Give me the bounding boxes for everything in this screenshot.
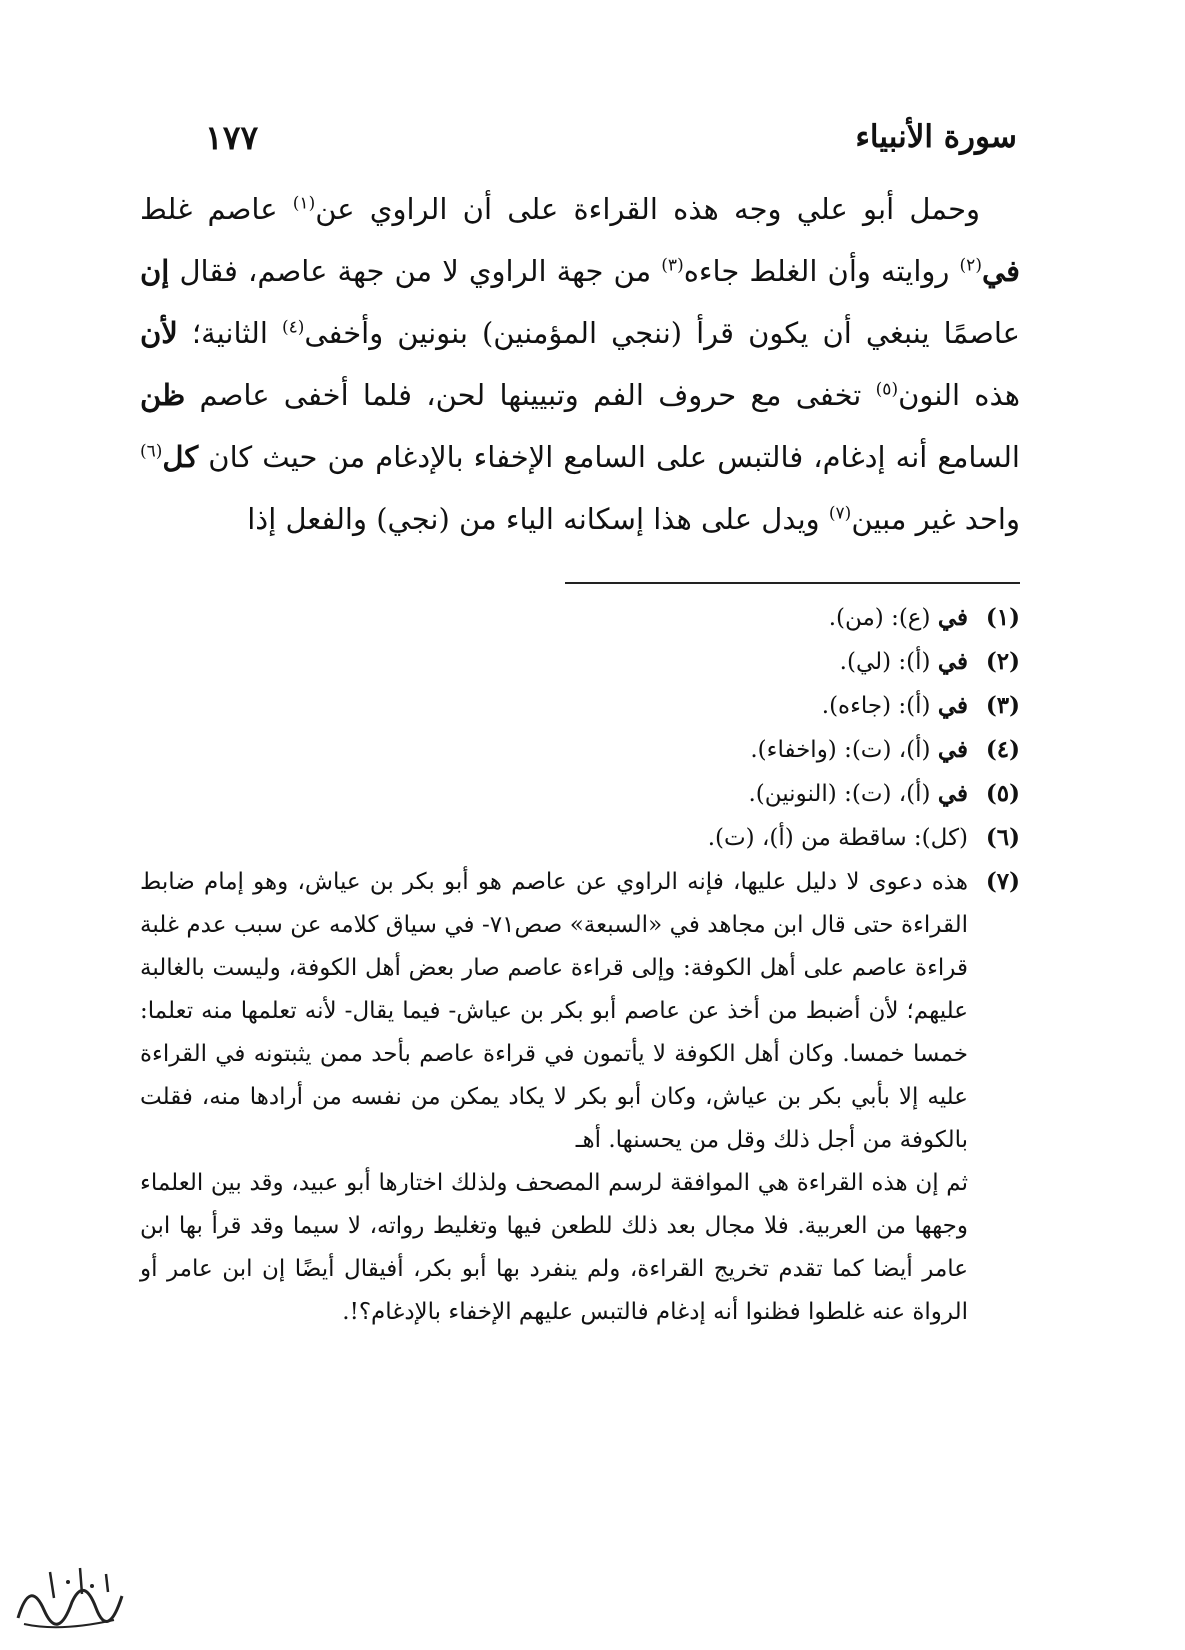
calligraphy-logo xyxy=(10,1558,130,1636)
footnote-body: (ع): (من). xyxy=(828,605,938,631)
footnote-divider xyxy=(565,582,1020,584)
footnote-1 xyxy=(140,596,1020,640)
text-run: تخفى مع حروف الفم وتبيينها لحن، فلما أخفى عاصم xyxy=(185,378,876,412)
text-run: الثانية؛ xyxy=(177,316,282,350)
footnote-body: (أ): (لي). xyxy=(839,649,938,675)
main-paragraph xyxy=(140,178,1020,550)
footnote-number: (٢) xyxy=(985,648,1020,675)
footnote-text xyxy=(140,816,968,860)
footnote-keyword: في xyxy=(937,780,968,807)
text-run-bold: في xyxy=(981,254,1020,288)
footnote-text xyxy=(140,640,968,684)
footnote-6 xyxy=(140,816,1020,860)
footnote-number: (٦) xyxy=(985,824,1020,851)
footnote-keyword: في xyxy=(937,736,968,763)
footnote-marker: (٧) xyxy=(828,503,852,524)
text-run: وحمل أبو علي وجه هذه القراءة على أن الراوي عن xyxy=(315,192,980,226)
text-run-bold: ظن xyxy=(140,378,186,412)
footnote-number: (٧) xyxy=(985,868,1020,895)
footnote-marker: (٥) xyxy=(875,379,899,400)
text-run: روايته وأن الغلط جاءه xyxy=(683,254,960,288)
main-text xyxy=(140,178,1020,550)
footnote-keyword: في xyxy=(937,604,968,631)
footnote-4 xyxy=(140,728,1020,772)
footnote-number: (٥) xyxy=(985,780,1020,807)
logo-graphic xyxy=(10,1558,130,1636)
footnote-continuation: ثم إن هذه القراءة هي الموافقة لرسم المصحف ولذلك اختارها أبو عبيد، وقد بين العلماء وجهها من العربية. فلا مجال بعد ذلك للطعن فيها وتغليط رواته، لا سيما وقد قرأ بها ابن عامر أيضا كما تقدم تخريج القراءة، ولم ينفرد بها أبو بكر، أفيقال أيضًا إن ابن عامر أو الرواة عنه غلطوا فظنوا أنه إدغام فالتبس عليهم الإخفاء بالإدغام؟!. xyxy=(140,1170,968,1325)
footnote-2 xyxy=(140,640,1020,684)
text-run: هذه النون xyxy=(898,378,1020,412)
footnotes xyxy=(140,596,1020,1334)
footnote-marker: (١) xyxy=(292,193,316,214)
surah-title: سورة الأنبياء xyxy=(855,119,1017,155)
text-run: واحد غير مبين xyxy=(851,502,1020,536)
footnote-text xyxy=(140,596,968,640)
footnote-3 xyxy=(140,684,1020,728)
text-run: عاصم غلط xyxy=(140,192,293,226)
footnote-body: (أ): (جاءه). xyxy=(821,693,938,719)
footnote-marker: (٦) xyxy=(140,441,163,462)
footnote-text xyxy=(140,728,968,772)
footnote-text xyxy=(140,860,968,1162)
footnote-marker: (٣) xyxy=(661,255,684,276)
footnote-body: (أ)، (ت): (واخفاء). xyxy=(750,737,938,763)
text-run: عاصمًا ينبغي أن يكون قرأ (ننجي المؤمنين) بنونين وأخفى xyxy=(304,316,1020,350)
footnote-number: (١) xyxy=(985,604,1020,631)
footnote-body: (أ)، (ت): (النونين). xyxy=(748,781,938,807)
footnote-body: هذه دعوى لا دليل عليها، فإنه الراوي عن عاصم هو أبو بكر بن عياش، وهو إمام ضابط القراءة حتى قال ابن مجاهد في «السبعة» صص٧١- في سياق كلامه عن سبب عدم غلبة قراءة عاصم على أهل الكوفة: وإلى قراءة عاصم صار بعض أهل الكوفة، وليست بالغالبة عليهم؛ لأن أضبط من أخذ عن عاصم أبو بكر بن عياش- فيما يقال- لأنه تعلمها منه تعلما: خمسا خمسا. وكان أهل الكوفة لا يأتمون في قراءة عاصم بأحد ممن يثبتونه في القراءة عليه إلا بأبي بكر بن عياش، وكان أبو بكر لا يكاد يمكن من نفسه من أرادها منه، فقلت بالكوفة من أجل ذلك وقل من يحسنها. أهـ xyxy=(140,869,968,1153)
text-run: ويدل على هذا إسكانه الياء من (نجي) والفعل إذا xyxy=(247,502,829,536)
text-run-bold: إن xyxy=(140,254,170,288)
footnote-5 xyxy=(140,772,1020,816)
text-run-bold: لأن xyxy=(140,316,178,350)
footnote-number: (٣) xyxy=(985,692,1020,719)
footnote-body: (كل): ساقطة من (أ)، (ت). xyxy=(707,825,968,851)
text-run: من جهة الراوي لا من جهة عاصم، فقال xyxy=(169,254,662,288)
footnote-keyword: في xyxy=(937,692,968,719)
footnote-marker: (٢) xyxy=(959,255,982,276)
text-run: السامع أنه إدغام، فالتبس على السامع الإخفاء بالإدغام من حيث كان xyxy=(198,440,1020,474)
footnote-number: (٤) xyxy=(985,736,1020,763)
footnote-keyword: في xyxy=(937,648,968,675)
page-header xyxy=(205,112,1017,162)
page-number: ١٧٧ xyxy=(205,117,259,157)
footnote-text xyxy=(140,772,968,816)
footnote-text xyxy=(140,684,968,728)
footnote-7 xyxy=(140,860,1020,1162)
footnote-marker: (٤) xyxy=(281,317,305,338)
text-run-bold: كل xyxy=(162,440,199,474)
